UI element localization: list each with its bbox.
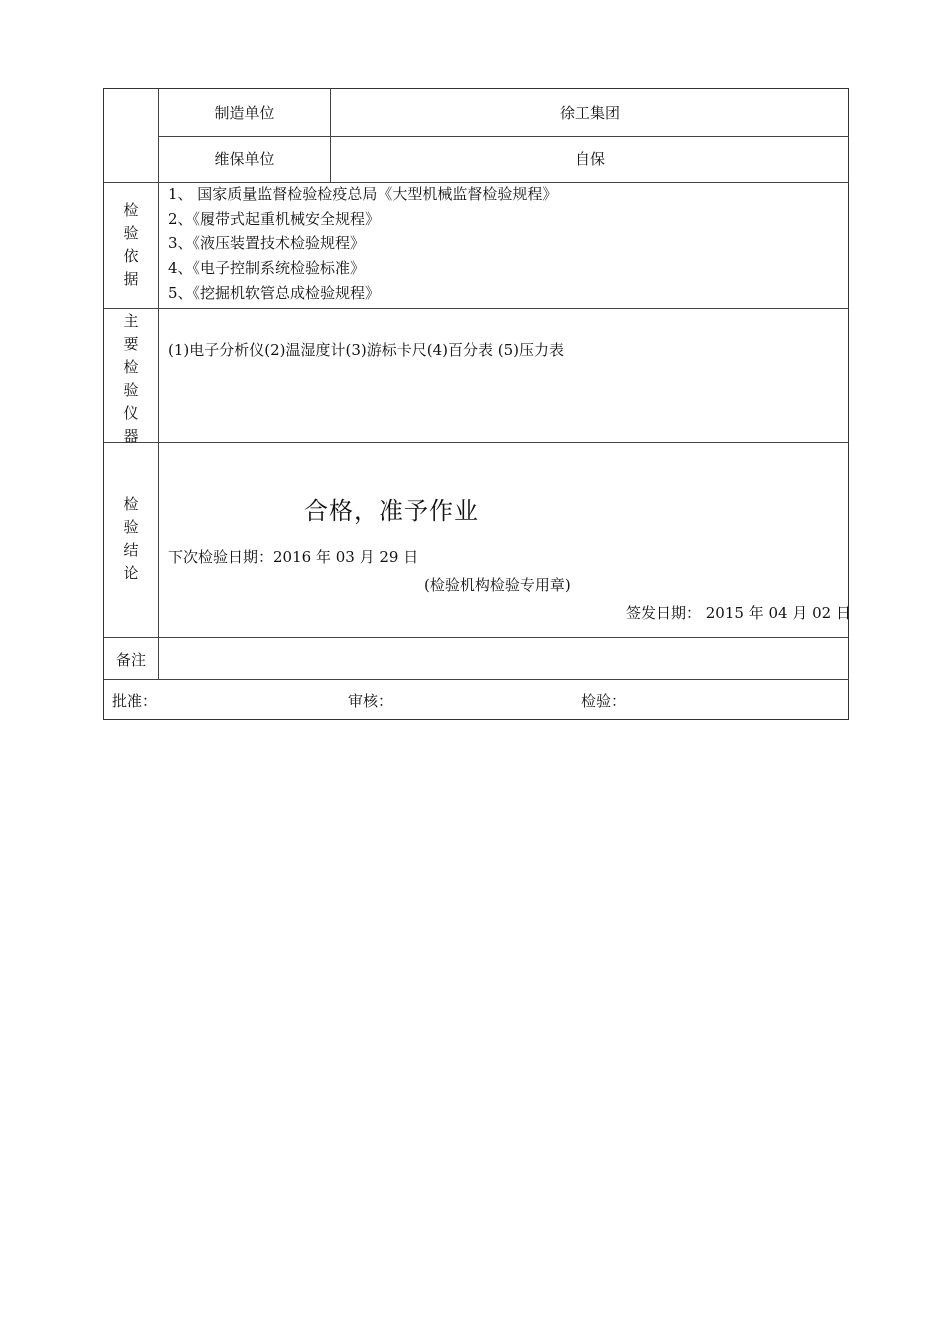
basis-item-2: 2、《履带式起重机械安全规程》 [168, 210, 381, 228]
basis-item-4: 4、《电子控制系统检验标准》 [168, 259, 366, 277]
conclusion-label: 检验结论 [123, 495, 139, 582]
row-divider [104, 442, 849, 443]
issue-date: 签发日期： 2015 年 04 月 02 日 [626, 604, 851, 622]
review-label: 审核： [348, 692, 394, 710]
approve-label: 批准： [112, 692, 158, 710]
inspection-table [103, 88, 849, 720]
remarks-label: 备注 [115, 651, 146, 669]
manufacturer-value: 徐工集团 [559, 104, 620, 122]
manufacturer-label: 制造单位 [214, 104, 275, 122]
column-divider [330, 89, 331, 182]
basis-item-1: 1、 国家质量监督检验检疫总局《大型机械监督检验规程》 [168, 185, 558, 203]
row-divider [104, 308, 849, 309]
column-divider [158, 89, 159, 679]
row-divider [104, 637, 849, 638]
instruments-label: 主要检验仪器 [123, 312, 139, 445]
row-divider [104, 679, 849, 680]
basis-label: 检验依据 [123, 201, 139, 288]
row-divider [104, 182, 849, 183]
row-divider [159, 136, 849, 137]
maintainer-value: 自保 [574, 150, 605, 168]
instruments-text: (1)电子分析仪(2)温湿度计(3)游标卡尺(4)百分表 (5)压力表 [168, 341, 565, 359]
conclusion-result: 合格，准予作业 [304, 497, 479, 525]
next-inspection-date: 下次检验日期：2016 年 03 月 29 日 [168, 548, 419, 566]
basis-item-3: 3、《液压装置技术检验规程》 [168, 234, 366, 252]
maintainer-label: 维保单位 [214, 150, 275, 168]
inspect-label: 检验： [581, 692, 627, 710]
basis-item-5: 5、《挖掘机软管总成检验规程》 [168, 284, 381, 302]
seal-note: (检验机构检验专用章) [424, 576, 571, 594]
